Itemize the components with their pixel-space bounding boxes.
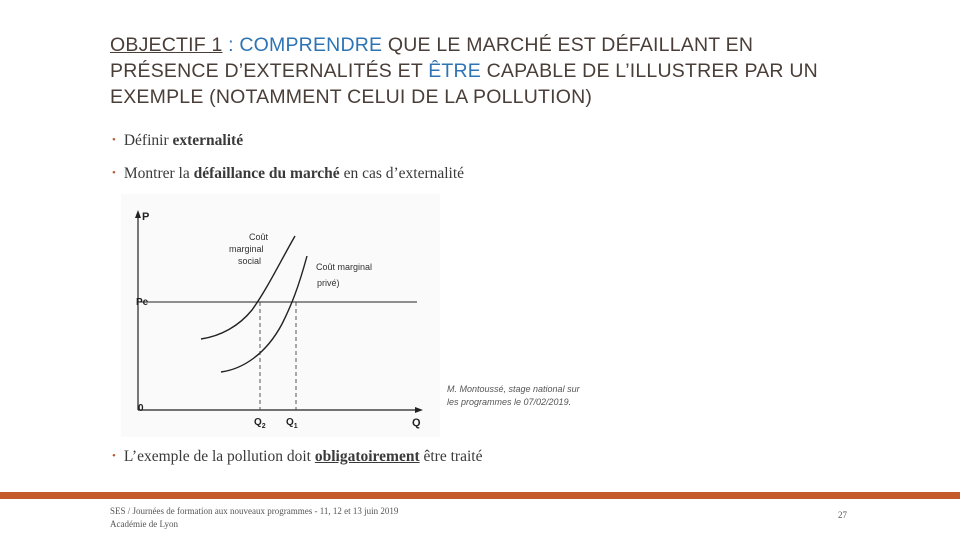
bullet-item [112,165,464,183]
graph-svg [121,194,440,437]
slide-title [110,32,850,110]
bullet-text: Définir [123,132,173,149]
origin-label: 0 [138,403,144,414]
caption-line: M. Montoussé, stage national sur [447,384,580,394]
bullet-item [112,132,243,150]
caption-line: les programmes le 07/02/2019. [447,397,572,407]
social-curve-label-line: Coût [249,232,269,242]
q1-label-sub: 1 [293,423,298,430]
bullet-dot-icon: • [112,167,116,179]
footer [110,505,398,530]
y-axis-label: P [142,211,150,223]
bullet-text: en cas d’externalité [339,165,465,182]
externality-graph [121,194,440,437]
private-curve-label-line: Coût marginal [316,262,373,272]
bullet-bold: défaillance du marché [193,165,340,182]
bullet-underlined: obligatoirement [314,448,420,465]
private-curve-label-line: privé) [317,278,340,288]
social-curve-label-line: marginal [229,244,264,254]
bullet-text: Montrer la [123,165,194,182]
bullet-text: être traité [419,448,483,465]
title-text: QUE LE MARCHÉ EST DÉFAILLANT EN PRÉSENCE D’EXTERNALITÉS ET [110,34,754,82]
bullet-text: L’exemple de la pollution doit [123,448,315,465]
page-number: 27 [838,510,847,520]
q2-label-sub: 2 [261,423,266,430]
bullet-dot-icon: • [112,134,116,146]
q1-label [286,417,298,430]
title-objective: OBJECTIF 1 [110,34,223,56]
x-axis-arrow-icon [415,407,423,413]
title-verb-2: ÊTRE [428,60,482,82]
q2-label [254,417,266,430]
private-cost-curve [221,256,307,372]
footer-line: Académie de Lyon [110,518,178,529]
q2-label-main: Q [254,417,262,428]
x-axis-label: Q [412,417,421,429]
footer-line: SES / Journées de formation aux nouveaux programmes - 11, 12 et 13 juin 2019 [110,506,399,516]
private-curve-label [316,262,375,288]
pe-label: Pe [136,297,149,308]
bullet-bold: externalité [172,132,244,149]
title-verb: : COMPRENDRE [222,34,383,56]
title-text-2: CAPABLE DE L’ILLUSTRER PAR UN EXEMPLE (NOTAMMENT CELUI DE LA POLLUTION) [110,60,818,108]
y-axis-arrow-icon [135,210,141,218]
footer-accent-bar [0,492,960,499]
bullet-dot-icon: • [112,450,116,462]
social-curve-label-line: social [238,256,262,266]
bullet-item [112,448,482,466]
social-curve-label [229,232,271,266]
q1-label-main: Q [286,417,294,428]
graph-caption [447,383,580,409]
